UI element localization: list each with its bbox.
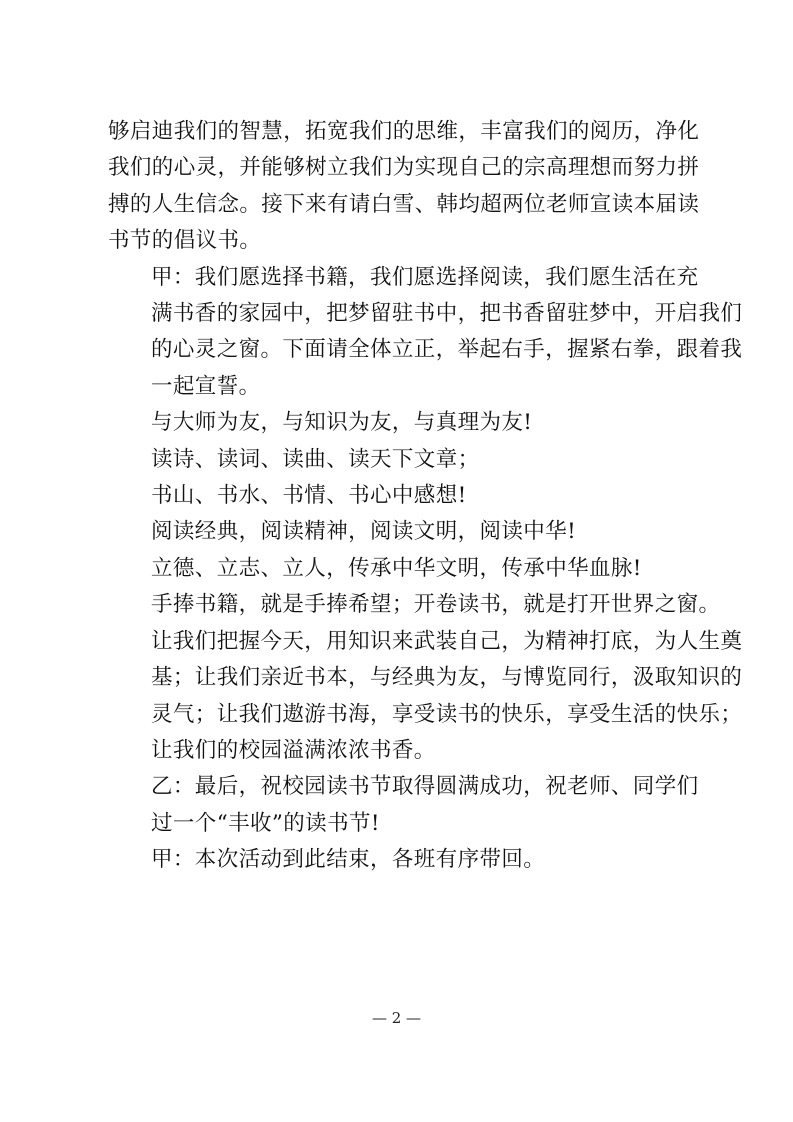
text-line: 我们的心灵，并能够树立我们为实现自己的宗高理想而努力拼 [108,155,700,181]
paragraph [108,442,692,478]
paragraph [108,478,692,514]
paragraph [108,114,700,260]
text-line: 立德、立志、立人，传承中华文明，传承中华血脉! [151,555,642,581]
text-line: 的心灵之窗。下面请全体立正，举起右手，握紧右拳，跟着我 [151,337,743,363]
text-line: 甲：我们愿选择书籍，我们愿选择阅读，我们愿生活在充 [151,264,699,290]
text-line: 过一个“丰收”的读书节! [151,810,380,836]
text-line: 够启迪我们的智慧，拓宽我们的思维，丰富我们的阅历，净化 [108,119,700,144]
text-line: 读诗、读词、读曲、读天下文章； [151,446,480,472]
text-line: 阅读经典，阅读精神，阅读文明，阅读中华! [151,519,577,545]
text-line: 灵气；让我们遨游书海，享受读书的快乐，享受生活的快乐； [151,701,743,727]
page-number: — 2 — [371,1009,422,1027]
paragraph [108,514,692,550]
text-line: 让我们把握今天，用知识来武装自己，为精神打底，为人生奠 [151,628,743,654]
text-line: 基；让我们亲近书本，与经典为友，与博览同行，汲取知识的 [151,665,743,691]
text-line: 一起宣誓。 [151,373,261,399]
paragraph [108,842,692,878]
text-line: 书节的倡议书。 [108,228,262,254]
text-line: 甲：本次活动到此结束，各班有序带回。 [151,847,546,873]
text-line: 乙：最后，祝校园读书节取得圆满成功，祝老师、同学们 [151,774,699,800]
paragraph [108,587,743,769]
text-line: 让我们的校园溢满浓浓书香。 [151,737,436,763]
paragraph [108,405,692,441]
body-text [108,114,743,879]
paragraph [108,551,692,587]
text-line: 书山、书水、书情、书心中感想! [151,483,467,509]
paragraph [108,769,699,842]
text-line: 手捧书籍，就是手捧希望；开卷读书，就是打开世界之窗。 [151,592,721,618]
text-line: 与大师为友，与知识为友，与真理为友! [151,410,533,436]
text-line: 搏的人生信念。接下来有请白雪、韩均超两位老师宣读本届读 [108,191,700,217]
paragraph [108,260,743,406]
text-line: 满书香的家园中，把梦留驻书中，把书香留驻梦中，开启我们 [151,301,743,327]
